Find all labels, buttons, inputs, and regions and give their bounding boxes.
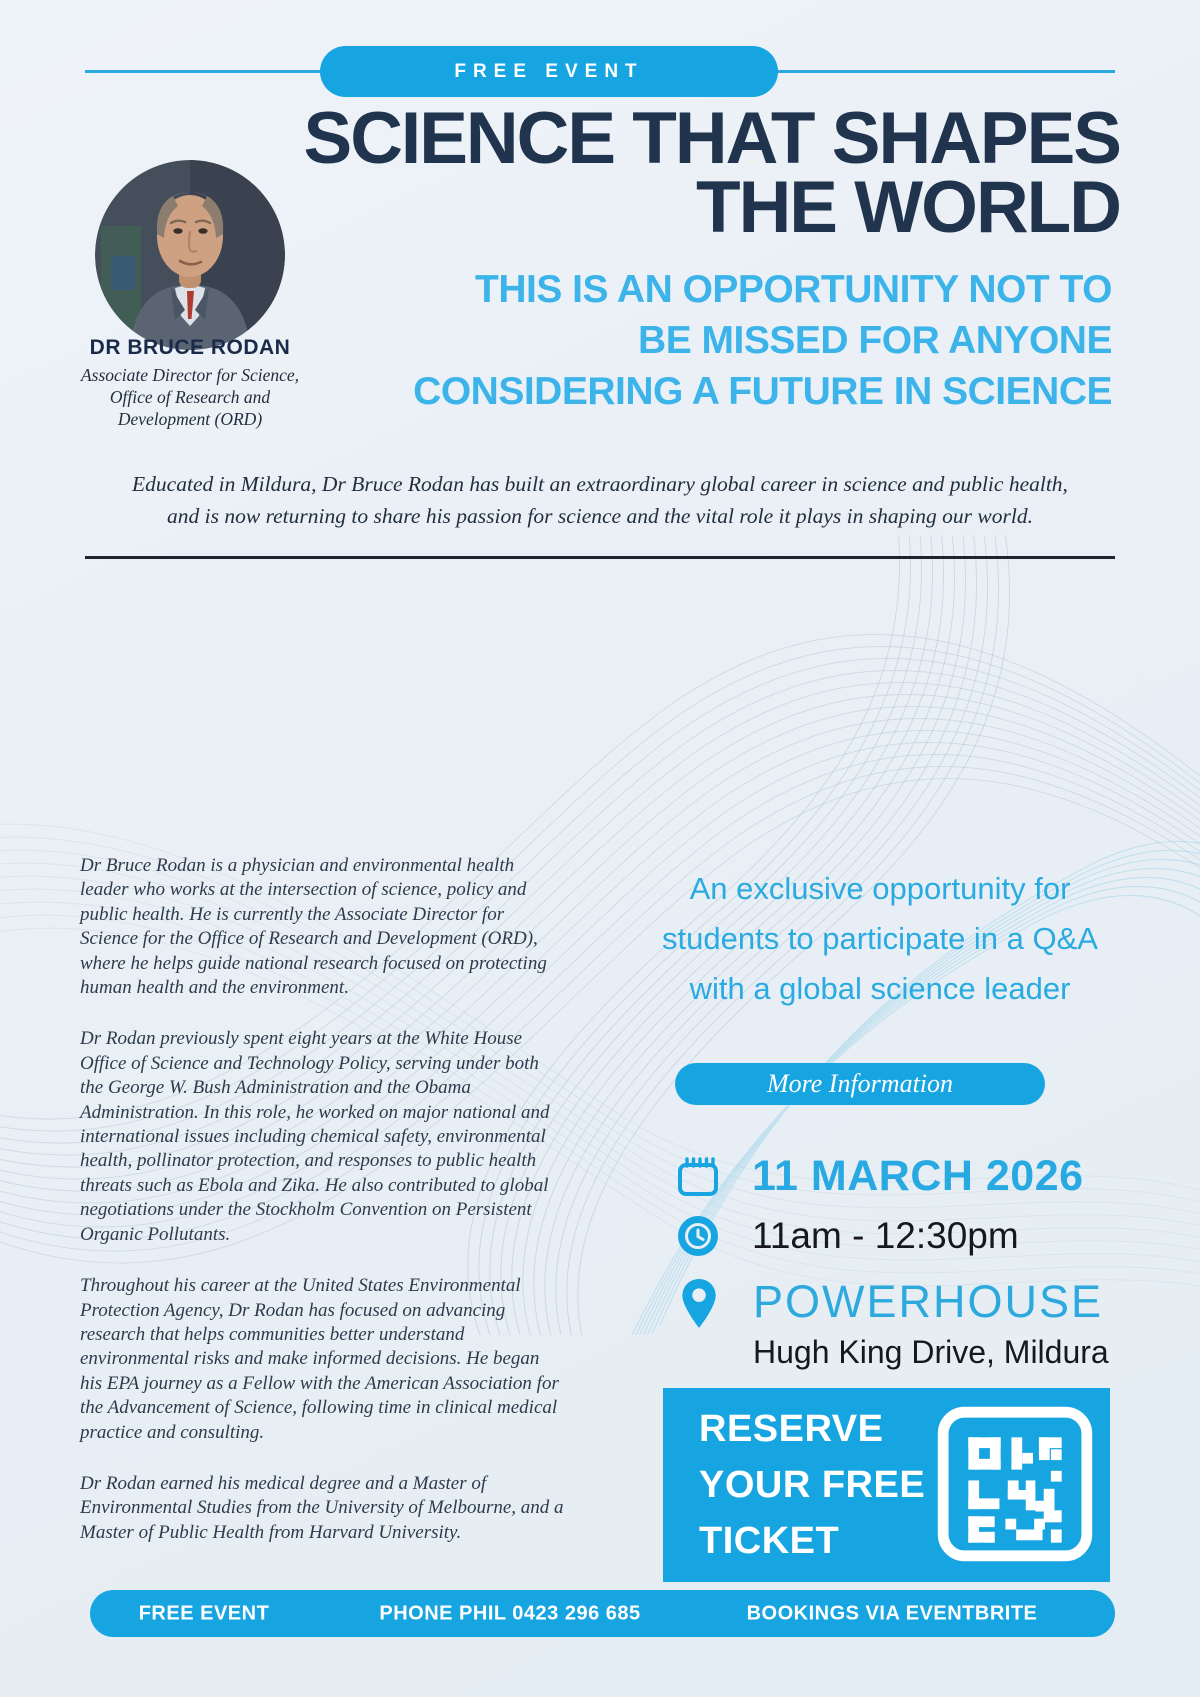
intro-line-1: Educated in Mildura, Dr Bruce Rodan has built an extraordinary global career in science and public health, [132, 472, 1068, 496]
event-location-row [681, 1278, 1109, 1371]
speaker-role [35, 364, 345, 430]
reserve-ticket-cta[interactable] [663, 1388, 1110, 1582]
speaker-name: DR BRUCE RODAN [89, 336, 291, 359]
free-event-badge-label: FREE EVENT [454, 60, 644, 82]
bio-paragraph-2: Dr Rodan previously spent eight years at the White House Office of Science and Technology Policy, serving under both the George W. Bush Administration and the Obama Administration. In this role, he worked on major national and international issues including chemical safety, environmental health, pollinator protection, and responses to public health threats such as Ebola and Zika. He also contributed to global negotiations under the Stockholm Convention on Persistent Organic Pollutants. [80, 1028, 550, 1245]
biography [80, 854, 564, 1572]
bio-paragraph-4: Dr Rodan earned his medical degree and a Master of Environmental Studies from the University of Melbourne, and a Master of Public Health from Harvard University. [80, 1472, 564, 1543]
student-callout [630, 864, 1130, 1014]
intro-text [45, 468, 1155, 532]
event-location-text [753, 1278, 1109, 1371]
callout-line-3: with a global science leader [689, 971, 1071, 1006]
speaker-role-line-3: Development (ORD) [117, 409, 263, 429]
calendar-icon [676, 1155, 720, 1199]
speaker-photo [95, 160, 285, 350]
event-address: Hugh King Drive, Mildura [753, 1334, 1109, 1370]
reserve-line-1: RESERVE [699, 1408, 884, 1450]
location-pin-icon [681, 1278, 717, 1330]
more-information-button[interactable] [675, 1063, 1045, 1105]
bio-paragraph-1: Dr Bruce Rodan is a physician and environmental health leader who works at the intersection of science, policy and public health. He is currently the Associate Director for Science for the Office of Research and Development (ORD), where he helps guide national research focused on protecting human health and the environment. [80, 855, 547, 999]
footer-free-event: FREE EVENT [138, 1602, 270, 1624]
callout-line-1: An exclusive opportunity for [689, 871, 1071, 906]
footer-bookings: BOOKINGS VIA EVENTBRITE [746, 1602, 1038, 1624]
callout-line-2: students to participate in a Q&A [662, 921, 1098, 956]
event-time: 11am - 12:30pm [752, 1215, 1019, 1256]
event-venue: POWERHOUSE [753, 1276, 1104, 1327]
event-time-row [676, 1214, 1019, 1258]
intro-line-2: and is now returning to share his passion for science and the vital role it plays in shaping our world. [167, 504, 1033, 528]
page-title-line-2: THE WORLD [696, 167, 1120, 248]
subtitle-line-3: CONSIDERING A FUTURE IN SCIENCE [413, 370, 1112, 413]
event-date: 11 MARCH 2026 [752, 1152, 1084, 1200]
footer-bar [90, 1590, 1115, 1637]
page-title-line-1: SCIENCE THAT SHAPES [303, 98, 1120, 179]
reserve-line-2: YOUR FREE [699, 1464, 926, 1506]
footer-phone: PHONE PHIL 0423 296 685 [379, 1602, 641, 1624]
speaker-role-line-1: Associate Director for Science, [80, 365, 300, 385]
reserve-ticket-label [699, 1401, 925, 1569]
page-subtitle [220, 264, 1112, 417]
reserve-line-3: TICKET [699, 1520, 840, 1562]
qr-code [936, 1405, 1094, 1563]
bio-paragraph-3: Throughout his career at the United States Environmental Protection Agency, Dr Rodan has focused on advancing research that helps communities better understand environmental risks and make informed decisions. He began his EPA journey as a Fellow with the American Association for the Advancement of Science, following time in clinical medical practice and consulting. [80, 1275, 559, 1443]
subtitle-line-2: BE MISSED FOR ANYONE [638, 319, 1112, 362]
speaker-role-line-2: Office of Research and [109, 387, 271, 407]
event-date-row [676, 1152, 1084, 1201]
section-divider [85, 556, 1115, 559]
speaker-portrait-illustration [95, 160, 285, 350]
more-information-label: More Information [766, 1069, 954, 1098]
subtitle-line-1: THIS IS AN OPPORTUNITY NOT TO [475, 268, 1112, 311]
clock-icon [676, 1214, 720, 1258]
free-event-badge [320, 46, 778, 97]
